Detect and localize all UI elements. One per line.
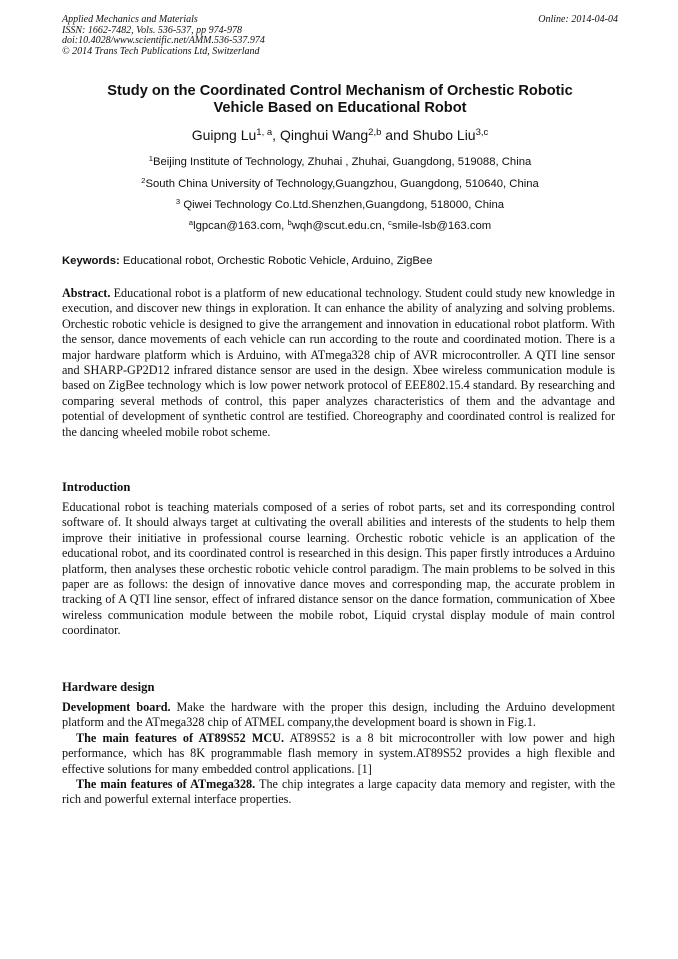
email-3: smile-lsb@163.com — [391, 220, 492, 232]
email-marker: a — [188, 217, 194, 227]
introduction-heading: Introduction — [62, 480, 131, 494]
doi-line: doi:10.4028/www.scientific.net/AMM.536-537.974 — [62, 35, 265, 47]
journal-name: Applied Mechanics and Materials — [62, 14, 198, 25]
at89s52-paragraph — [62, 731, 615, 777]
online-date: Online: 2014-04-04 — [538, 14, 618, 25]
author-separator: , — [272, 127, 280, 143]
author-1: Guipng Lu — [191, 127, 257, 143]
author-2: Qinghui Wang — [279, 127, 369, 143]
hardware-heading: Hardware design — [62, 680, 155, 694]
abstract-text: Educational robot is a platform of new educational technology. Student could study new knowledge in execution, and discover new things in exploration. It can enhance the ability of analyzing and solving problems. Orchestic robotic vehicle is designed to give the arrangement and innovation in educational robot platform. With the sensor, dance movements of each vehicle can run according to the route and coordinated motion. There is a major hardware platform which is Arduino, with ATmega328 chip of AVR microcontroller. A QTI line sensor and SHARP-GP2D12 infrared distance sensor are used in the design. Xbee wireless communication module is based on ZigBee technology which is low power network protocol of EEE802.15.4 standard. By researching and comparing several methods of control, this paper analyzes characteristics of them and the advantage and potential of development of synthetic control are testified. Choreography and coordinated control is realized for the dancing wheeled mobile robot scheme. — [62, 286, 615, 439]
journal-header — [62, 15, 618, 57]
email-marker: c — [387, 217, 392, 227]
keywords-text: Educational robot, Orchestic Robotic Vehicle, Arduino, ZigBee — [119, 255, 433, 267]
keywords-label: Keywords: — [62, 255, 120, 267]
affiliation-text: Beijing Institute of Technology, Zhuhai , Zhuhai, Guangdong, 519088, China — [152, 156, 532, 168]
atmega328-paragraph — [62, 777, 615, 808]
affiliation-text: Qiwei Technology Co.Ltd.Shenzhen,Guangdong, 518000, China — [180, 199, 505, 211]
affiliation-1 — [62, 153, 618, 169]
author-1-marker: 1, a — [256, 126, 273, 138]
email-1: lgpcan@163.com, — [193, 220, 288, 232]
atmega328-label: The main features of ATmega328. — [76, 777, 256, 792]
affiliation-2 — [62, 175, 618, 191]
author-list — [62, 127, 618, 143]
copyright-line: © 2014 Trans Tech Publications Ltd, Switzerland — [62, 45, 260, 57]
atmega328-text: The chip integrates a large capacity data memory and register, with the rich and powerful external interface properties. — [62, 777, 615, 807]
affiliation-3 — [62, 196, 618, 212]
affiliation-text: South China University of Technology,Guangzhou, Guangdong, 510640, China — [145, 178, 539, 190]
email-line — [62, 217, 618, 233]
paper-title — [62, 83, 618, 117]
introduction-paragraph: Educational robot is teaching materials composed of a series of robot parts, set and its corresponding control software of. It should always target at cultivating the overall abilities and interests of the students to help them improve their initiative in professional course learning. Orchestic robotic vehicle is an application of the educational robot, and its coordinated control is researched in this design. This paper firstly introduces a Arduino platform, then analyses these orchestic robotic vehicle control paradigm. The main problems to be solved in this paper are as follows: the design of innovative dance moves and corresponding map, the accurate problem in tracking of A QTI line sensor, effect of infrared distance sensor on the dance formation, communication of Xbee wireless communication module between the mobile robot, Liquid crystal display module of main control coordinator. — [62, 500, 615, 638]
abstract-label: Abstract. — [62, 286, 111, 300]
development-board-label: Development board. — [62, 700, 171, 714]
issn-line: ISSN: 1662-7482, Vols. 536-537, pp 974-978 — [62, 24, 242, 36]
author-3: Shubo Liu — [412, 127, 476, 143]
author-3-marker: 3,c — [475, 126, 489, 138]
title-line-1: Study on the Coordinated Control Mechanism of Orchestic Robotic — [107, 83, 573, 99]
abstract-paragraph — [62, 286, 615, 440]
keywords-line — [62, 255, 618, 268]
at89s52-label: The main features of AT89S52 MCU. — [76, 730, 285, 745]
at89s52-text: AT89S52 is a 8 bit microcontroller with low power and high performance, which has 8K programmable flash memory in system.AT89S52 provides a high flexible and effective solutions for many embedded control applications. [1] — [62, 730, 615, 776]
affiliation-marker: 1 — [148, 153, 153, 163]
development-board-text: Make the hardware with the proper this design, including the Arduino development platform and the ATmega328 chip of ATMEL company,the development board is shown in Fig.1. — [62, 700, 615, 730]
title-line-2: Vehicle Based on Educational Robot — [213, 100, 467, 116]
affiliation-marker: 3 — [175, 196, 181, 206]
author-separator: and — [381, 127, 413, 143]
hardware-section-body — [62, 700, 615, 808]
author-2-marker: 2,b — [368, 126, 382, 138]
affiliation-marker: 2 — [141, 175, 146, 185]
email-marker: b — [287, 217, 292, 227]
development-board-paragraph — [62, 700, 615, 731]
email-2: wqh@scut.edu.cn, — [291, 220, 388, 232]
